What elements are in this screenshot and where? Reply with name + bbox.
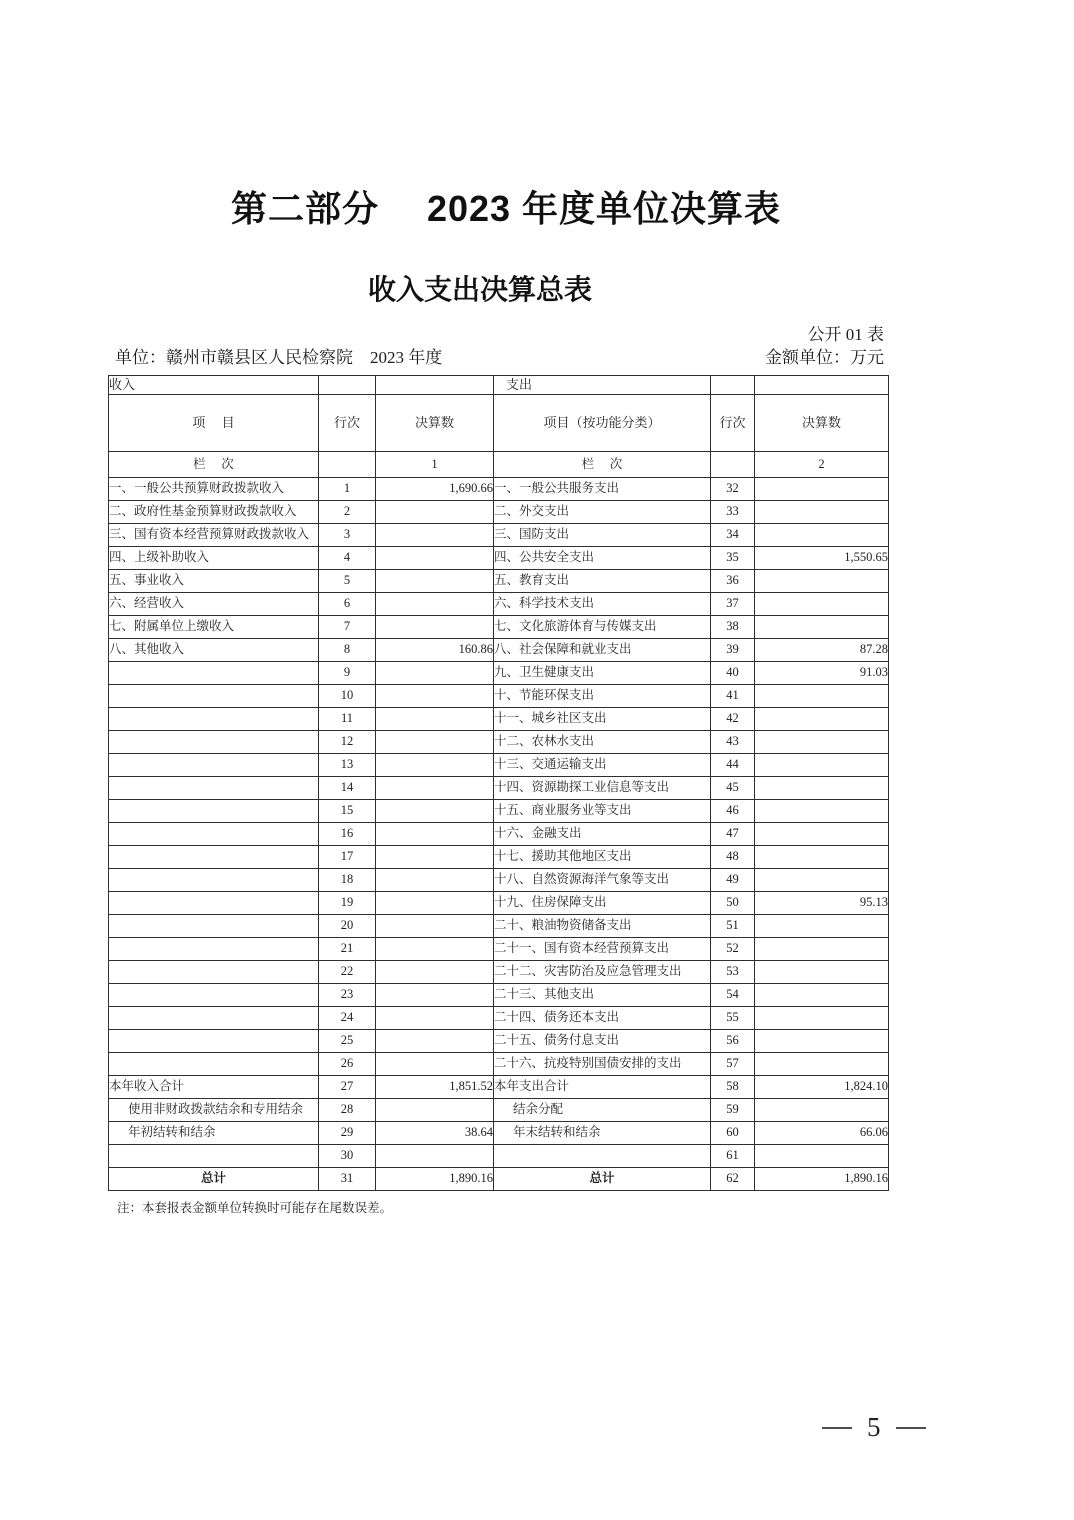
income-amount	[376, 708, 494, 731]
empty-cell	[376, 376, 494, 395]
income-item: 二、政府性基金预算财政拨款收入	[109, 501, 319, 524]
expense-item: 结余分配	[494, 1099, 711, 1122]
income-row-no: 27	[319, 1076, 376, 1099]
expense-item: 十、节能环保支出	[494, 685, 711, 708]
income-item: 六、经营收入	[109, 593, 319, 616]
income-amount	[376, 662, 494, 685]
income-amount	[376, 1030, 494, 1053]
expense-row-no: 40	[711, 662, 755, 685]
table-row	[109, 547, 889, 570]
expense-item: 总计	[494, 1168, 711, 1191]
expense-row-no-header: 行次	[711, 395, 755, 452]
expense-amount	[755, 593, 889, 616]
table-row	[109, 823, 889, 846]
expense-amount: 91.03	[755, 662, 889, 685]
expense-row-no: 36	[711, 570, 755, 593]
income-expense-summary-table	[108, 375, 889, 1191]
income-amount	[376, 524, 494, 547]
expense-amount	[755, 1145, 889, 1168]
income-row-no: 30	[319, 1145, 376, 1168]
income-item: 七、附属单位上缴收入	[109, 616, 319, 639]
expense-item: 二十二、灾害防治及应急管理支出	[494, 961, 711, 984]
expense-row-no: 46	[711, 800, 755, 823]
expense-item: 六、科学技术支出	[494, 593, 711, 616]
expense-column-index: 2	[755, 452, 889, 478]
income-amount	[376, 961, 494, 984]
table-row	[109, 1007, 889, 1030]
expense-item: 九、卫生健康支出	[494, 662, 711, 685]
page-number-dash-left	[822, 1427, 852, 1429]
table-row	[109, 800, 889, 823]
expense-amount	[755, 501, 889, 524]
table-row	[109, 938, 889, 961]
income-row-no: 12	[319, 731, 376, 754]
income-item	[109, 685, 319, 708]
empty-cell	[711, 376, 755, 395]
income-row-no: 5	[319, 570, 376, 593]
expense-row-no: 49	[711, 869, 755, 892]
empty-cell	[711, 452, 755, 478]
income-group-header: 收入	[109, 376, 319, 395]
income-item: 八、其他收入	[109, 639, 319, 662]
income-item	[109, 915, 319, 938]
amount-unit: 金额单位：万元	[765, 348, 884, 367]
expense-item: 八、社会保障和就业支出	[494, 639, 711, 662]
expense-row-no: 32	[711, 478, 755, 501]
table-row	[109, 662, 889, 685]
income-amount: 1,690.66	[376, 478, 494, 501]
income-column-index-label: 栏 次	[109, 452, 319, 478]
expense-row-no: 38	[711, 616, 755, 639]
income-item	[109, 869, 319, 892]
table-title: 收入支出决算总表	[367, 274, 592, 305]
income-row-no: 7	[319, 616, 376, 639]
expense-amount	[755, 915, 889, 938]
empty-cell	[319, 452, 376, 478]
income-item	[109, 800, 319, 823]
table-row	[109, 1122, 889, 1145]
expense-item: 三、国防支出	[494, 524, 711, 547]
expense-amount	[755, 800, 889, 823]
income-item	[109, 662, 319, 685]
expense-item: 二、外交支出	[494, 501, 711, 524]
income-row-no: 19	[319, 892, 376, 915]
table-row	[109, 1099, 889, 1122]
table-row	[109, 754, 889, 777]
income-column-index: 1	[376, 452, 494, 478]
table-row	[109, 1053, 889, 1076]
income-amount: 38.64	[376, 1122, 494, 1145]
expense-amount	[755, 524, 889, 547]
income-item: 五、事业收入	[109, 570, 319, 593]
table-row	[109, 616, 889, 639]
expense-item: 十八、自然资源海洋气象等支出	[494, 869, 711, 892]
income-amount	[376, 800, 494, 823]
expense-amount: 1,890.16	[755, 1168, 889, 1191]
income-amount	[376, 984, 494, 1007]
table-row	[109, 915, 889, 938]
income-amount	[376, 731, 494, 754]
expense-row-no: 37	[711, 593, 755, 616]
expense-item: 十四、资源勘探工业信息等支出	[494, 777, 711, 800]
expense-amount	[755, 616, 889, 639]
income-item	[109, 1053, 319, 1076]
income-amount	[376, 938, 494, 961]
expense-item: 十五、商业服务业等支出	[494, 800, 711, 823]
income-item: 三、国有资本经营预算财政拨款收入	[109, 524, 319, 547]
income-item	[109, 961, 319, 984]
income-item	[109, 984, 319, 1007]
expense-item: 十一、城乡社区支出	[494, 708, 711, 731]
expense-amount	[755, 754, 889, 777]
expense-amount	[755, 938, 889, 961]
expense-row-no: 47	[711, 823, 755, 846]
income-amount	[376, 869, 494, 892]
table-row	[109, 639, 889, 662]
income-row-no: 13	[319, 754, 376, 777]
unit-info: 单位：赣州市赣县区人民检察院 2023 年度	[115, 348, 443, 367]
income-row-no: 2	[319, 501, 376, 524]
income-amount	[376, 593, 494, 616]
income-amount	[376, 754, 494, 777]
income-row-no: 9	[319, 662, 376, 685]
expense-row-no: 33	[711, 501, 755, 524]
income-amount	[376, 1145, 494, 1168]
expense-row-no: 54	[711, 984, 755, 1007]
income-row-no: 25	[319, 1030, 376, 1053]
expense-amount	[755, 961, 889, 984]
income-row-no: 4	[319, 547, 376, 570]
expense-row-no: 45	[711, 777, 755, 800]
income-item: 总计	[109, 1168, 319, 1191]
income-amount: 160.86	[376, 639, 494, 662]
income-amount	[376, 685, 494, 708]
document-title: 第二部分 2023 年度单位决算表	[230, 188, 782, 229]
expense-amount	[755, 570, 889, 593]
table-row	[109, 777, 889, 800]
table-row	[109, 570, 889, 593]
income-row-no: 23	[319, 984, 376, 1007]
income-item	[109, 731, 319, 754]
page-number-dash-right	[896, 1427, 926, 1429]
income-amount	[376, 846, 494, 869]
expense-row-no: 60	[711, 1122, 755, 1145]
expense-row-no: 48	[711, 846, 755, 869]
column-header-row	[109, 395, 889, 452]
expense-row-no: 59	[711, 1099, 755, 1122]
income-row-no: 29	[319, 1122, 376, 1145]
expense-item: 二十一、国有资本经营预算支出	[494, 938, 711, 961]
income-item: 四、上级补助收入	[109, 547, 319, 570]
expense-amount	[755, 823, 889, 846]
expense-amount: 1,824.10	[755, 1076, 889, 1099]
expense-row-no: 55	[711, 1007, 755, 1030]
income-item	[109, 1030, 319, 1053]
income-row-no: 17	[319, 846, 376, 869]
table-row	[109, 1076, 889, 1099]
expense-item: 年末结转和结余	[494, 1122, 711, 1145]
expense-column-index-label: 栏 次	[494, 452, 711, 478]
income-item	[109, 754, 319, 777]
meta-line	[108, 348, 884, 368]
income-item	[109, 708, 319, 731]
income-amount: 1,851.52	[376, 1076, 494, 1099]
page-number-value: 5	[867, 1412, 881, 1442]
income-amount	[376, 823, 494, 846]
table-body	[109, 478, 889, 1191]
table-row	[109, 1030, 889, 1053]
income-amount	[376, 892, 494, 915]
table-row	[109, 593, 889, 616]
expense-amount	[755, 1099, 889, 1122]
expense-group-header: 支出	[494, 376, 711, 395]
income-amount	[376, 915, 494, 938]
income-row-no: 8	[319, 639, 376, 662]
income-item	[109, 1007, 319, 1030]
income-row-no: 1	[319, 478, 376, 501]
expense-amount	[755, 1053, 889, 1076]
income-item: 本年收入合计	[109, 1076, 319, 1099]
income-item: 一、一般公共预算财政拨款收入	[109, 478, 319, 501]
expense-item: 二十、粮油物资储备支出	[494, 915, 711, 938]
expense-item: 二十三、其他支出	[494, 984, 711, 1007]
expense-item: 一、一般公共服务支出	[494, 478, 711, 501]
page-number	[822, 1412, 926, 1443]
group-header-row	[109, 376, 889, 395]
expense-row-no: 42	[711, 708, 755, 731]
expense-item: 四、公共安全支出	[494, 547, 711, 570]
income-row-no: 18	[319, 869, 376, 892]
table-row	[109, 846, 889, 869]
table-row	[109, 501, 889, 524]
income-row-no: 16	[319, 823, 376, 846]
table-row	[109, 731, 889, 754]
income-row-no: 3	[319, 524, 376, 547]
income-item	[109, 892, 319, 915]
expense-row-no: 62	[711, 1168, 755, 1191]
expense-row-no: 51	[711, 915, 755, 938]
table-row	[109, 1145, 889, 1168]
income-item: 使用非财政拨款结余和专用结余	[109, 1099, 319, 1122]
expense-amount	[755, 708, 889, 731]
income-row-no: 6	[319, 593, 376, 616]
expense-amount	[755, 731, 889, 754]
expense-amount: 66.06	[755, 1122, 889, 1145]
expense-item: 十三、交通运输支出	[494, 754, 711, 777]
expense-item-header: 项目（按功能分类）	[494, 395, 711, 452]
form-number: 公开 01 表	[807, 325, 884, 344]
expense-amount-header: 决算数	[755, 395, 889, 452]
income-item	[109, 938, 319, 961]
income-row-no: 15	[319, 800, 376, 823]
expense-row-no: 39	[711, 639, 755, 662]
table-row	[109, 685, 889, 708]
table-row	[109, 869, 889, 892]
income-row-no: 10	[319, 685, 376, 708]
income-item-header: 项 目	[109, 395, 319, 452]
expense-amount	[755, 777, 889, 800]
expense-item: 七、文化旅游体育与传媒支出	[494, 616, 711, 639]
table-row	[109, 524, 889, 547]
empty-cell	[319, 376, 376, 395]
table-row	[109, 1168, 889, 1191]
expense-row-no: 57	[711, 1053, 755, 1076]
expense-item	[494, 1145, 711, 1168]
footnote: 注：本套报表金额单位转换时可能存在尾数误差。	[117, 1201, 393, 1215]
income-row-no: 22	[319, 961, 376, 984]
expense-row-no: 44	[711, 754, 755, 777]
income-amount	[376, 777, 494, 800]
income-amount-header: 决算数	[376, 395, 494, 452]
income-amount	[376, 1007, 494, 1030]
expense-amount: 87.28	[755, 639, 889, 662]
income-amount	[376, 616, 494, 639]
income-row-no: 21	[319, 938, 376, 961]
expense-item: 十六、金融支出	[494, 823, 711, 846]
income-row-no: 24	[319, 1007, 376, 1030]
income-row-no: 31	[319, 1168, 376, 1191]
income-row-no: 14	[319, 777, 376, 800]
expense-item: 十七、援助其他地区支出	[494, 846, 711, 869]
expense-item: 五、教育支出	[494, 570, 711, 593]
income-amount	[376, 570, 494, 593]
income-amount	[376, 547, 494, 570]
expense-row-no: 56	[711, 1030, 755, 1053]
expense-item: 本年支出合计	[494, 1076, 711, 1099]
expense-amount: 1,550.65	[755, 547, 889, 570]
table-row	[109, 708, 889, 731]
expense-amount	[755, 685, 889, 708]
expense-amount	[755, 869, 889, 892]
expense-row-no: 50	[711, 892, 755, 915]
table-row	[109, 892, 889, 915]
expense-amount	[755, 478, 889, 501]
expense-item: 十九、住房保障支出	[494, 892, 711, 915]
table-row	[109, 478, 889, 501]
expense-row-no: 53	[711, 961, 755, 984]
empty-cell	[755, 376, 889, 395]
expense-row-no: 58	[711, 1076, 755, 1099]
expense-row-no: 52	[711, 938, 755, 961]
income-item	[109, 777, 319, 800]
expense-row-no: 35	[711, 547, 755, 570]
income-item	[109, 846, 319, 869]
income-item	[109, 1145, 319, 1168]
income-amount	[376, 1099, 494, 1122]
income-item: 年初结转和结余	[109, 1122, 319, 1145]
expense-item: 二十四、债务还本支出	[494, 1007, 711, 1030]
income-row-no: 11	[319, 708, 376, 731]
expense-amount	[755, 846, 889, 869]
expense-row-no: 43	[711, 731, 755, 754]
table-row	[109, 961, 889, 984]
expense-item: 十二、农林水支出	[494, 731, 711, 754]
income-row-no: 28	[319, 1099, 376, 1122]
income-amount: 1,890.16	[376, 1168, 494, 1191]
expense-amount	[755, 1007, 889, 1030]
expense-amount	[755, 1030, 889, 1053]
income-amount	[376, 1053, 494, 1076]
expense-amount: 95.13	[755, 892, 889, 915]
expense-item: 二十五、债务付息支出	[494, 1030, 711, 1053]
income-row-no-header: 行次	[319, 395, 376, 452]
column-index-row	[109, 452, 889, 478]
expense-row-no: 41	[711, 685, 755, 708]
income-amount	[376, 501, 494, 524]
expense-item: 二十六、抗疫特别国债安排的支出	[494, 1053, 711, 1076]
table-row	[109, 984, 889, 1007]
expense-amount	[755, 984, 889, 1007]
income-item	[109, 823, 319, 846]
income-row-no: 20	[319, 915, 376, 938]
expense-row-no: 34	[711, 524, 755, 547]
income-row-no: 26	[319, 1053, 376, 1076]
expense-row-no: 61	[711, 1145, 755, 1168]
